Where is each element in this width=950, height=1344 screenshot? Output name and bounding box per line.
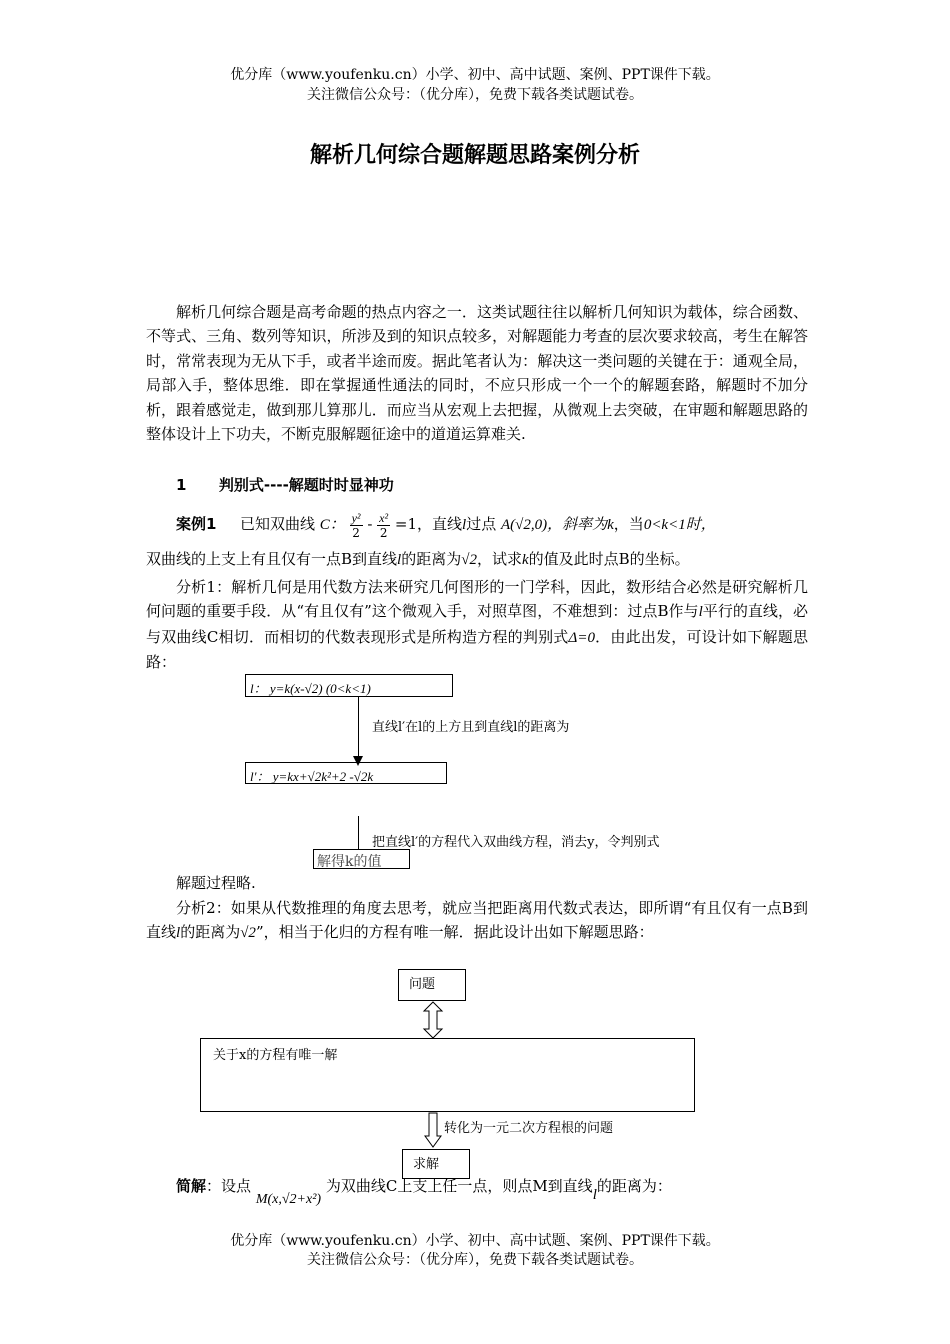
case1-text-a: 已知双曲线 [240,515,316,533]
delta-zero: Δ=0 [568,629,595,646]
page-header-line2: 关注微信公众号：（优分库），免费下载各类试题试卷。 [307,87,643,103]
section-number: 1 [176,476,187,494]
analysis2-paragraph: 分析2：如果从代数推理的角度去思考，就应当把距离用代数式表达，即所谓“有且仅有一点B到直线l的距离为√2”，相当于化归的方程有唯一解．据此设计出如下解题思路： [146,899,808,942]
case1-text-d: ，当 [613,515,644,533]
flow2-box-unique-solution: 关于x的方程有唯一解 [200,1038,695,1112]
flow1-arrow-1 [358,697,359,757]
line-l: l [462,517,467,533]
line-l: l [397,552,402,568]
flow1-box-line-l: l： y=k(x-√2) (0<k<1) [245,674,453,697]
case1-text-c: 过点 [466,515,497,533]
case1-line1 [176,506,716,543]
flow2-box-solve: 求解 [402,1149,470,1179]
solution-line: 简解：设点 M(x,√2+x²) 为双曲线C上支上任一点，则点M到直线l的距离为： [176,1177,672,1207]
flow1-arrow-2 [358,816,359,850]
omit-line: 解题过程略. [176,874,256,892]
root-two: √2 [461,552,477,568]
point-a: A(√2,0)，斜率为 [500,517,608,533]
case1-line2: 双曲线的上支上有且仅有一点B到直线l的距离为√2，试求k的值及此时点B的坐标。 [146,550,690,568]
flow1-note-1: 直线l′在l的上方且到直线l的距离为 [372,720,570,735]
case1-text-b: =1，直线 [394,515,463,533]
flow1-box-solve-k: 解得k的值 [313,849,410,869]
slope-k: k [521,552,529,568]
intro-paragraph: 解析几何综合题是高考命题的热点内容之一．这类试题往往以解析几何知识为载体，综合函数、不等式、三角、数列等知识，所涉及到的知识点较多，对解题能力考查的层次要求较高，考生在解答时，常常表现为无从下手，或者半途而废。据此笔者认为：解决这一类问题的关键在于：通观全局，局部入手，整体思维．即在掌握通性通法的同时，不应只形成一个一个的解题套路，解题时不加分析，跟着感觉走，做到那儿算那儿．而应当从宏观上去把握，从微观上去突破，在审题和解题思路的整体设计上下功夫，不断克服解题征途中的道道运算难关. [146,303,808,444]
curve-name: C： [319,517,345,533]
point-m: M(x,√2+x²) [255,1192,322,1207]
slope-k: k [607,517,614,533]
k-condition: 0<k<1时， [643,517,716,533]
analysis1-paragraph: 分析1：解析几何是用代数方法来研究几何图形的一门学科，因此，数形结合必然是研究解析几何问题的重要手段．从“有且仅有”这个微观入手，对照草图，不难想到：过点B作与l平行的直线，必与双曲线C相切．而相切的代数表现形式是所构造方程的判别式Δ=0．由此出发，可设计如下解题思路： [146,578,808,672]
section-title: 判别式----解题时时显神功 [218,476,394,494]
flow1-box-line-lprime: l′： y=kx+√2k²+2 -√2k [245,762,447,784]
fraction-y2: $\frac{\text{y²}}{2}$ [351,510,361,540]
down-arrow-icon [424,1112,442,1148]
page-footer-line2: 关注微信公众号：（优分库），免费下载各类试题试卷。 [307,1252,643,1268]
solution-label: 简解 [176,1177,207,1195]
flow1-note-2: 把直线l′的方程代入双曲线方程，消去y，令判别式 [372,835,660,850]
double-arrow-icon [422,1001,444,1039]
fraction-x2: $\frac{\text{x²}}{2}$ [379,510,389,540]
flow2-box-problem: 问题 [398,969,466,1001]
minus-sign: - [367,515,373,533]
page-footer-line1: 优分库（www.youfenku.cn）小学、初中、高中试题、案例、PPT课件下载。 [230,1233,720,1249]
page-title: 解析几何综合题解题思路案例分析 [309,143,640,168]
flow2-note: 转化为一元二次方程根的问题 [444,1121,614,1136]
section-heading [176,474,394,496]
page-header-line1: 优分库（www.youfenku.cn）小学、初中、高中试题、案例、PPT课件下载。 [230,67,720,83]
case1-label: 案例1 [176,515,217,533]
